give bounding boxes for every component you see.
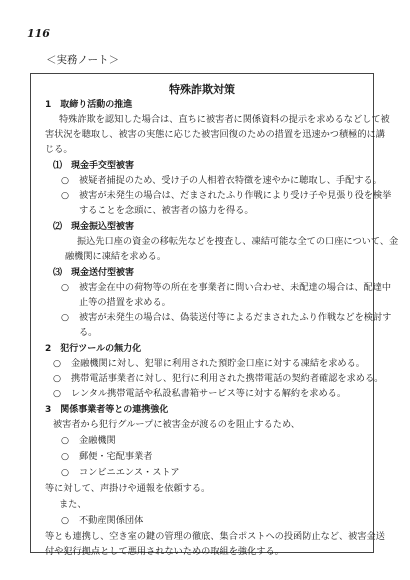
s3-paragraph-line-5: 付や犯行拠点として悪用されないための取組を強化する。	[45, 546, 284, 557]
s1-paragraph-line-3: じる。	[45, 144, 73, 155]
section-3-heading: 3 関係事業者等との連携強化	[45, 405, 169, 415]
page-number: 116	[27, 27, 50, 40]
list-item-continuation: 止等の措置を求める。	[79, 297, 171, 308]
s3-paragraph-line-3: また、	[59, 499, 87, 510]
s3-paragraph-line-4: 等とも連携し、空き室の鍵の管理の徹底、集合ポストへの投函防止など、被害金送	[45, 531, 385, 542]
circle-bullet-icon: ○	[61, 451, 70, 462]
circle-bullet-icon: ○	[61, 312, 70, 323]
list-item: ○ レンタル携帯電話や私設私書箱サービス等に対する解約を求める。	[53, 388, 347, 399]
s1b-paragraph-line-1: 振込先口座の資金の移転先などを捜査し、凍結可能な全ての口座について、金	[77, 236, 399, 247]
circle-bullet-icon: ○	[61, 515, 70, 526]
circle-bullet-icon: ○	[53, 373, 62, 384]
list-item: ○ 被害が未発生の場合は、だまされたふり作戦により受け子や見張り役を検挙	[61, 190, 392, 201]
list-item: ○ 携帯電話事業者に対し、犯行に利用された携帯電話の契約者確認を求める。	[53, 373, 384, 384]
s1-paragraph-line-2: 害状況を聴取し、被害の実態に応じた被害回復のための措置を迅速かつ積極的に講	[45, 129, 385, 140]
list-item: ○ 不動産関係団体	[61, 515, 144, 526]
circle-bullet-icon: ○	[61, 175, 70, 186]
list-item: ○ 被害が未発生の場合は、偽装送付等によるだまされたふり作戦などを検討す	[61, 312, 392, 323]
s1b-paragraph-line-2: 融機関に凍結を求める。	[65, 251, 167, 262]
s1-paragraph-line-1: 特殊詐欺を認知した場合は、直ちに被害者に関係資料の提示を求めるなどして被	[59, 114, 390, 125]
circle-bullet-icon: ○	[61, 190, 70, 201]
circle-bullet-icon: ○	[61, 467, 70, 478]
circle-bullet-icon: ○	[61, 435, 70, 446]
countermeasures-box	[30, 73, 399, 557]
list-item-continuation: る。	[79, 327, 98, 338]
list-item: ○ 被害金在中の荷物等の所在を事業者に問い合わせ、未配達の場合は、配達中	[61, 282, 392, 293]
section-1-heading: 1 取締り活動の推進	[45, 100, 133, 110]
section-label: ＜実務ノート＞	[46, 54, 120, 66]
list-item: ○ 金融機関	[61, 435, 116, 446]
subsection-3-heading: ⑶ 現金送付型被害	[53, 268, 135, 278]
s3-paragraph-line-2: 等に対して、声掛けや通報を依頼する。	[45, 483, 211, 494]
subsection-2-heading: ⑵ 現金振込型被害	[53, 222, 135, 232]
subsection-1-heading: ⑴ 現金手交型被害	[53, 161, 135, 171]
list-item: ○ 郵便・宅配事業者	[61, 451, 153, 462]
list-item-continuation: することを念頭に、被害者の協力を得る。	[79, 205, 254, 216]
circle-bullet-icon: ○	[53, 388, 62, 399]
list-item: ○ 被疑者捕捉のため、受け子の人相着衣特徴を速やかに聴取し、手配する。	[61, 175, 382, 186]
circle-bullet-icon: ○	[61, 282, 70, 293]
box-title: 特殊詐欺対策	[169, 83, 235, 96]
list-item: ○ 金融機関に対し、犯罪に利用された預貯金口座に対する凍結を求める。	[53, 358, 365, 369]
s3-paragraph-line-1: 被害者から犯行グループに被害金が渡るのを阻止するため、	[53, 419, 300, 430]
list-item: ○ コンビニエンス・ストア	[61, 467, 180, 478]
section-2-heading: 2 犯行ツールの無力化	[45, 344, 142, 354]
circle-bullet-icon: ○	[53, 358, 62, 369]
